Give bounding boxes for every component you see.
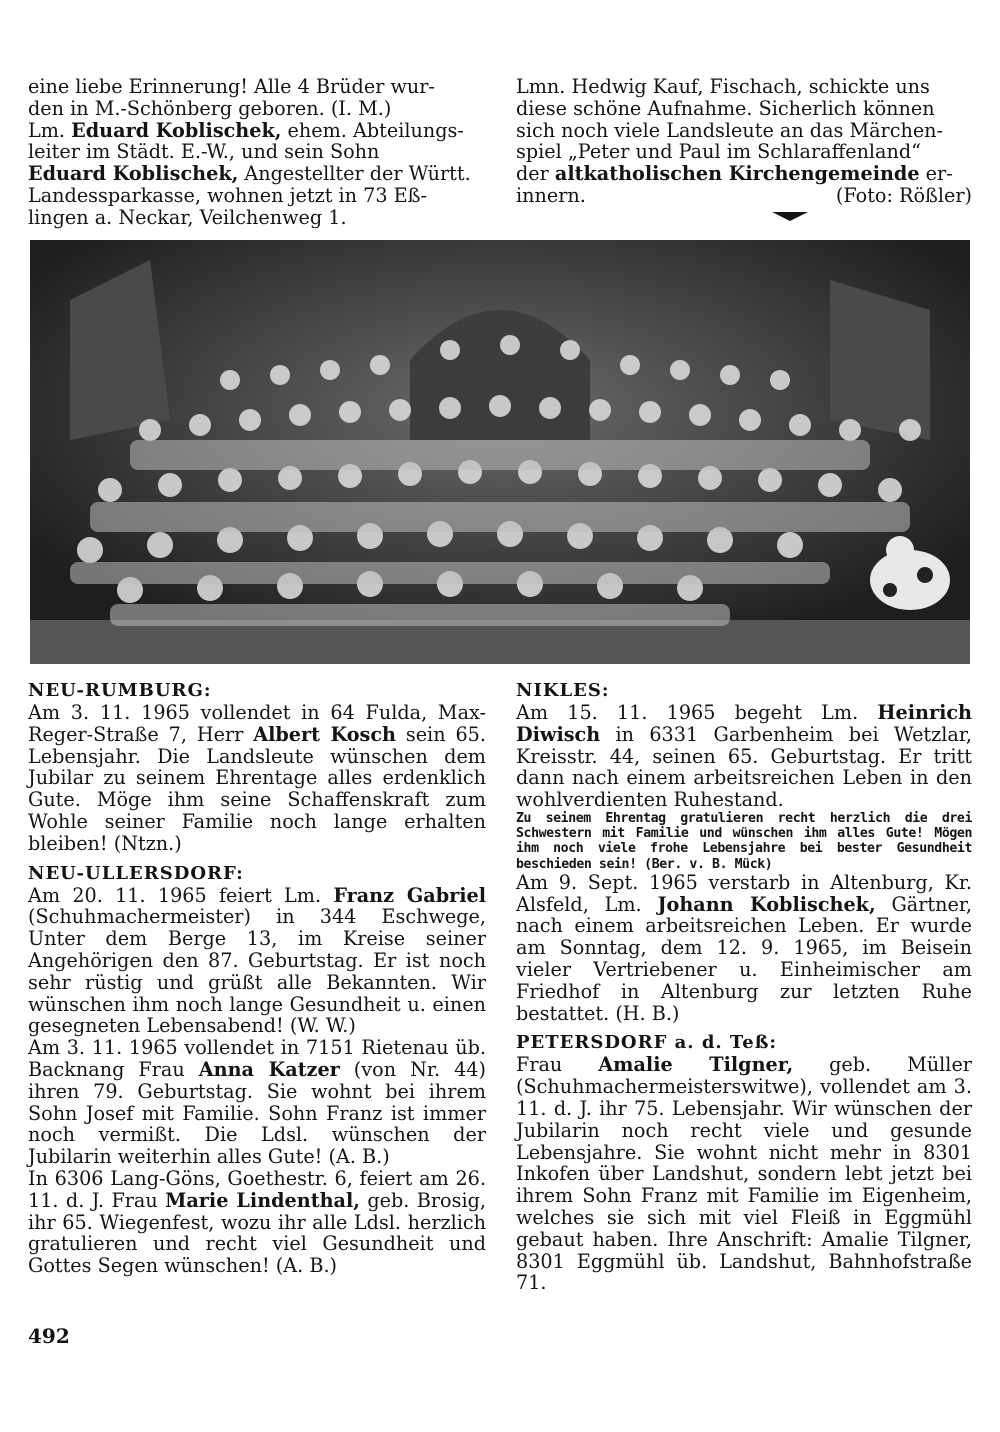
group-photo bbox=[30, 240, 970, 664]
paragraph: Am 3. 11. 1965 vollendet in 7151 Rietenau üb. Backnang Frau Anna Katzer (von Nr. 44) ihren 79. Geburtstag. Sie wohnt bei ihrem Sohn Josef mit Familie. Sohn Franz ist immer noch vermißt. Die Ldsl. wünschen der Jubilarin weiterhin alles Gute! (A. B.) bbox=[28, 1036, 486, 1169]
text-line: Eduard Koblischek, Angestellter der Württ. bbox=[28, 162, 471, 186]
person-name: Marie Lindenthal, bbox=[165, 1188, 360, 1212]
top-left-column bbox=[28, 76, 486, 229]
person-name: Heinrich Diwisch bbox=[516, 701, 972, 746]
person-name: Johann Koblischek, bbox=[657, 892, 876, 916]
top-right-column bbox=[516, 76, 972, 207]
person-name: Anna Katzer bbox=[198, 1057, 340, 1081]
text-line: Landessparkasse, wohnen jetzt in 73 Eß- bbox=[28, 183, 427, 207]
paragraph: Frau Amalie Tilgner, geb. Müller (Schuhmachermeisterswitwe), vollendet am 3. 11. d. J. ihr 75. Lebensjahr. Wir wünschen der Jubilarin noch recht viele und gesunde Lebensjahre. Sie wohnt nicht mehr in 8301 Inkofen über Landshut, sondern lebt jetzt bei ihrem Sohn Franz mit Familie im Eigenheim, welches sie sich mit viel Fleiß in Eggmühl gebaut haben. Ihre Anschrift: Amalie Tilgner, 8301 Eggmühl üb. Landshut, Bahnhofstraße 71. bbox=[516, 1053, 972, 1295]
paragraph: Am 9. Sept. 1965 verstarb in Altenburg, Kr. Alsfeld, Lm. Johann Koblischek, Gärtner, nach einem arbeitsreichen Leben. Er wurde am Sonntag, dem 12. 9. 1965, im Beisein vieler Vertriebener u. Einheimischer am Friedhof in Altenburg zur letzten Ruhe bestattet. (H. B.) bbox=[516, 870, 972, 1025]
text-line: spiel „Peter und Paul im Schlaraffenland“ bbox=[516, 140, 921, 164]
paragraph: Am 20. 11. 1965 feiert Lm. Franz Gabriel (Schuhmachermeister) in 344 Eschwege, Unter dem Berge 13, im Kreise seiner Angehörigen den 87. Geburtstag. Er ist noch sehr rüstig und grüßt alle Bekannten. Wir wünschen ihm noch lange Gesundheit u. einen gesegneten Lebensabend! (W. W.) bbox=[28, 883, 487, 1038]
text-line: innern. (Foto: Rößler) bbox=[516, 183, 972, 207]
text-line: diese schöne Aufnahme. Sicherlich können bbox=[516, 96, 935, 120]
text-line: der altkatholischen Kirchengemeinde er- bbox=[516, 162, 953, 186]
text-line: Lmn. Hedwig Kauf, Fischach, schickte uns bbox=[516, 75, 930, 98]
section-heading-petersdorf: PETERSDORF a. d. Teß: bbox=[516, 1032, 778, 1054]
photo-credit: (Foto: Rößler) bbox=[835, 183, 972, 207]
person-name: Amalie Tilgner, bbox=[598, 1053, 794, 1077]
bottom-right-column bbox=[516, 680, 972, 1294]
page-number: 492 bbox=[28, 1324, 70, 1348]
text-line: eine liebe Erinnerung! Alle 4 Brüder wur- bbox=[28, 75, 435, 98]
bottom-left-column bbox=[28, 680, 486, 1277]
paragraph: Am 3. 11. 1965 vollendet in 64 Fulda, Max-Reger-Straße 7, Herr Albert Kosch sein 65. Lebensjahr. Die Landsleute wünschen dem Jubilar zu seinem Ehrentage alles erdenklich Gute. Möge ihm seine Schaffenskraft zum Wohle seiner Familie noch lange erhalten bleiben! (Ntzn.) bbox=[28, 701, 486, 855]
paragraph: In 6306 Lang-Göns, Goethestr. 6, feiert am 26. 11. d. J. Frau Marie Lindenthal, geb. Brosig, ihr 65. Wiegenfest, wozu ihr alle Ldsl. herzlich gratulieren und recht viel Gesundheit und Gottes Segen wünschen! (A. B.) bbox=[28, 1166, 486, 1278]
person-name: Franz Gabriel bbox=[333, 883, 487, 907]
group-photo-icon bbox=[30, 240, 970, 664]
person-name: Albert Kosch bbox=[253, 722, 396, 746]
arrow-down-icon bbox=[772, 212, 808, 221]
text-line: Lm. Eduard Koblischek, ehem. Abteilungs- bbox=[28, 118, 464, 142]
section-heading-nikles: NIKLES: bbox=[516, 680, 610, 701]
section-heading-neu-rumburg: NEU-RUMBURG: bbox=[28, 680, 212, 701]
paragraph: Am 15. 11. 1965 begeht Lm. Heinrich Diwisch in 6331 Garbenheim bei Wetzlar, Kreisstr. 44, seinen 65. Geburtstag. Er tritt dann nach einem arbeitsreichen Leben in den wohlverdienten Ruhestand. bbox=[516, 701, 972, 812]
person-name: Eduard Koblischek, bbox=[28, 162, 239, 186]
small-print-note: Zu seinem Ehrentag gratulieren recht herzlich die drei Schwestern mit Familie und wünschen ihm alles Gute! Mögen ihm noch viele frohe Lebensjahre bei bester Gesundheit beschieden sein! (Ber. v. B. Mück) bbox=[516, 810, 972, 872]
text-line: lingen a. Neckar, Veilchenweg 1. bbox=[28, 205, 347, 229]
text-line: leiter im Städt. E.-W., und sein Sohn bbox=[28, 140, 380, 164]
text-line: den in M.-Schönberg geboren. (I. M.) bbox=[28, 96, 392, 120]
church-name: altkatholischen Kirchengemeinde bbox=[554, 162, 920, 186]
section-heading-neu-ullersdorf: NEU-ULLERSDORF: bbox=[28, 862, 244, 884]
text-line: sich noch viele Landsleute an das Märchen- bbox=[516, 118, 944, 142]
person-name: Eduard Koblischek, bbox=[71, 118, 282, 142]
